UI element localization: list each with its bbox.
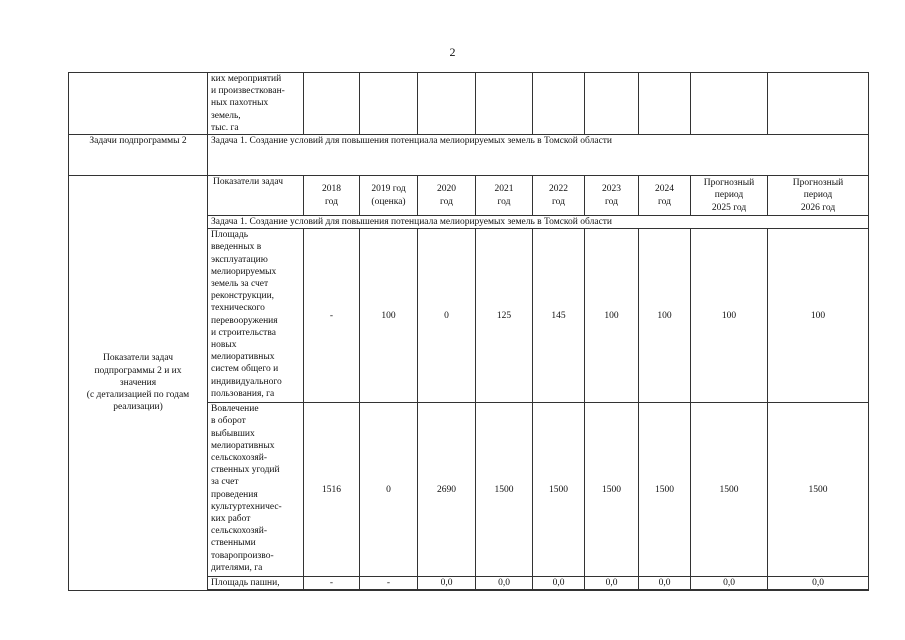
header-2022: 2022 год xyxy=(533,176,585,216)
value-cell: - xyxy=(304,577,360,591)
value-cell: - xyxy=(360,577,418,591)
tasks-label: Задачи подпрограммы 2 xyxy=(69,135,208,176)
header-2023: 2023 год xyxy=(585,176,639,216)
indicator-name: ких мероприятий и произвесткован- ных пахотных земель, тыс. га xyxy=(208,73,304,135)
indicator-name: Площадь введенных в эксплуатацию мелиорируемых земель за счет реконструкции, технического перевооружения и строительства новых мелиоративных систем общего и индивидуального пользования, га xyxy=(208,229,304,403)
value-cell: 1500 xyxy=(476,403,533,577)
header-2020: 2020 год xyxy=(418,176,476,216)
program-table xyxy=(68,72,869,591)
value-cell: 1500 xyxy=(768,403,869,577)
value-cell: 1500 xyxy=(691,403,768,577)
value-cell: 100 xyxy=(585,229,639,403)
header-2024: 2024 год xyxy=(639,176,691,216)
page-number: 2 xyxy=(449,45,456,59)
value-cell: 125 xyxy=(476,229,533,403)
header-2025: Прогнозный период 2025 год xyxy=(691,176,768,216)
value-cell: 100 xyxy=(691,229,768,403)
value-cell: 1516 xyxy=(304,403,360,577)
value-cell: 0,0 xyxy=(418,577,476,591)
header-indicators: Показатели задач xyxy=(208,176,304,216)
value-cell: 100 xyxy=(360,229,418,403)
tasks-row xyxy=(69,135,869,176)
value-cell: 0,0 xyxy=(768,577,869,591)
indicator-name: Вовлечение в оборот выбывших мелиоративных сельскохозяй- ственных угодий за счет проведения культуртехничес- ких работ сельскохозяй- ственными товаропроизво- дителями, га xyxy=(208,403,304,577)
value-cell: 0,0 xyxy=(691,577,768,591)
value-cell: 1500 xyxy=(533,403,585,577)
task-line: Задача 1. Создание условий для повышения потенциала мелиорируемых земель в Томской области xyxy=(208,216,869,229)
value-cell: 2690 xyxy=(418,403,476,577)
value-cell: 0,0 xyxy=(585,577,639,591)
value-cell: 0,0 xyxy=(476,577,533,591)
value-cell: 100 xyxy=(639,229,691,403)
indicators-header-row xyxy=(69,176,869,216)
header-2021: 2021 год xyxy=(476,176,533,216)
value-cell: 145 xyxy=(533,229,585,403)
value-cell: 0 xyxy=(360,403,418,577)
indicators-section-label: Показатели задач подпрограммы 2 и их значения (с детализацией по годам реализации) xyxy=(69,176,208,591)
empty-label-cell xyxy=(69,73,208,135)
task-text: Задача 1. Создание условий для повышения потенциала мелиорируемых земель в Томской области xyxy=(208,135,869,176)
value-cell: 0,0 xyxy=(533,577,585,591)
header-2019: 2019 год (оценка) xyxy=(360,176,418,216)
value-cell: 0 xyxy=(418,229,476,403)
value-cell: - xyxy=(304,229,360,403)
value-cell: 1500 xyxy=(585,403,639,577)
value-cell: 0,0 xyxy=(639,577,691,591)
value-cell: 100 xyxy=(768,229,869,403)
indicator-name: Площадь пашни, xyxy=(208,577,304,591)
continuation-row xyxy=(69,73,869,135)
header-2018: 2018 год xyxy=(304,176,360,216)
header-2026: Прогнозный период 2026 год xyxy=(768,176,869,216)
value-cell: 1500 xyxy=(639,403,691,577)
